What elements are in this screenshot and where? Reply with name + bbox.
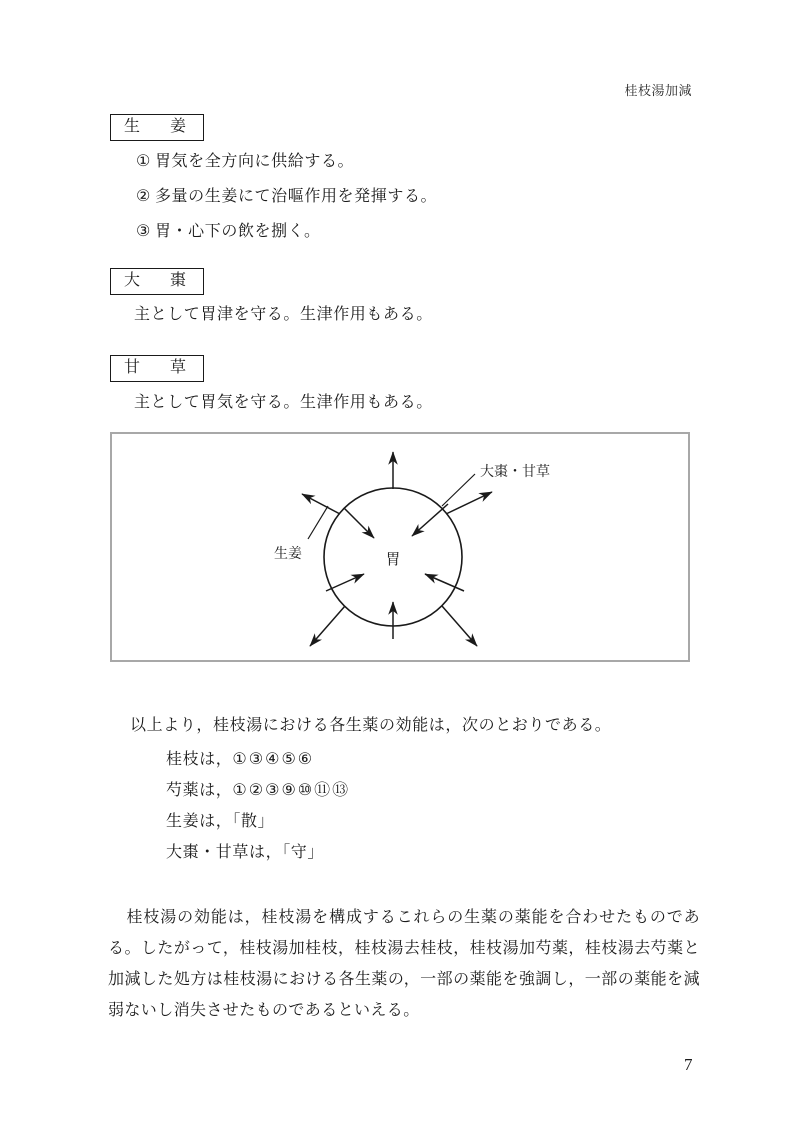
arrow-inward-left (326, 574, 364, 591)
figure-label-shoukyo: 生姜 (274, 547, 302, 562)
herb-heading-taiso: 大 棗 (110, 268, 204, 295)
list-text: 胃気を全方向に供給する。 (154, 153, 355, 170)
conclusion-line-taiso-kanzo (166, 839, 324, 862)
list-marker: ① (136, 153, 151, 170)
shoukyo-item-1 (136, 148, 354, 171)
conclusion-herb: 桂枝は， (166, 751, 233, 768)
shoukyo-item-3 (136, 218, 321, 241)
herb-heading-kanzo: 甘 草 (110, 355, 204, 382)
arrow-outward-lower-right (442, 606, 477, 646)
list-text: 胃・心下の飲を捌く。 (154, 223, 321, 240)
running-head: 桂枝湯加減 (624, 83, 692, 98)
leader-line-shoukyo (308, 506, 328, 539)
taiso-body: 主として胃津を守る。生津作用もある。 (134, 306, 433, 323)
page-number: 7 (684, 1055, 693, 1074)
conclusion-herb: 生姜は， (166, 813, 233, 830)
stomach-center-label: 胃 (385, 552, 401, 568)
conclusion-line-keishi (166, 746, 314, 769)
list-text: 多量の生姜にて治嘔作用を発揮する。 (154, 188, 438, 205)
conclusion-herb: 大棗・甘草は， (166, 844, 283, 861)
list-marker: ② (136, 188, 151, 205)
figure-label-taiso-kanzo: 大棗・甘草 (480, 465, 550, 480)
conclusion-value: ①③④⑤⑥ (232, 751, 315, 768)
conclusion-value: 「散」 (232, 813, 275, 830)
arrow-inward-upper-right (412, 504, 448, 536)
final-paragraph (108, 902, 700, 1026)
conclusion-value: 「守」 (282, 844, 325, 861)
conclusion-line-shoukyo (166, 808, 274, 831)
arrow-outward-upper-left (302, 494, 340, 514)
stomach-diagram-figure (110, 432, 690, 662)
arrow-outward-lower-left (310, 606, 345, 646)
conclusion-lead: 以上より，桂枝湯における各生薬の効能は，次のとおりである。 (130, 717, 612, 734)
leader-line-taiso-kanzo (442, 474, 475, 506)
conclusion-herb: 芍薬は， (166, 782, 233, 799)
conclusion-value: ①②③⑨⑩⑪⑬ (232, 782, 351, 799)
kanzo-body: 主として胃気を守る。生津作用もある。 (134, 394, 433, 411)
list-marker: ③ (136, 223, 151, 240)
arrow-inward-right (425, 574, 464, 591)
conclusion-line-shakuyaku (166, 777, 350, 800)
shoukyo-item-2 (136, 183, 437, 206)
final-paragraph-text: 桂枝湯の効能は，桂枝湯を構成するこれらの生薬の薬能を合わせたものである。したがって，桂枝湯加桂枝，桂枝湯去桂枝，桂枝湯加芍薬，桂枝湯去芍薬と加減した処方は桂枝湯における各生薬の，一部の薬能を強調し，一部の薬能を減弱ないし消失させたものであるといえる。 (108, 909, 700, 1019)
arrow-inward-upper-left (344, 508, 374, 538)
herb-heading-shoukyo: 生 姜 (110, 114, 204, 141)
